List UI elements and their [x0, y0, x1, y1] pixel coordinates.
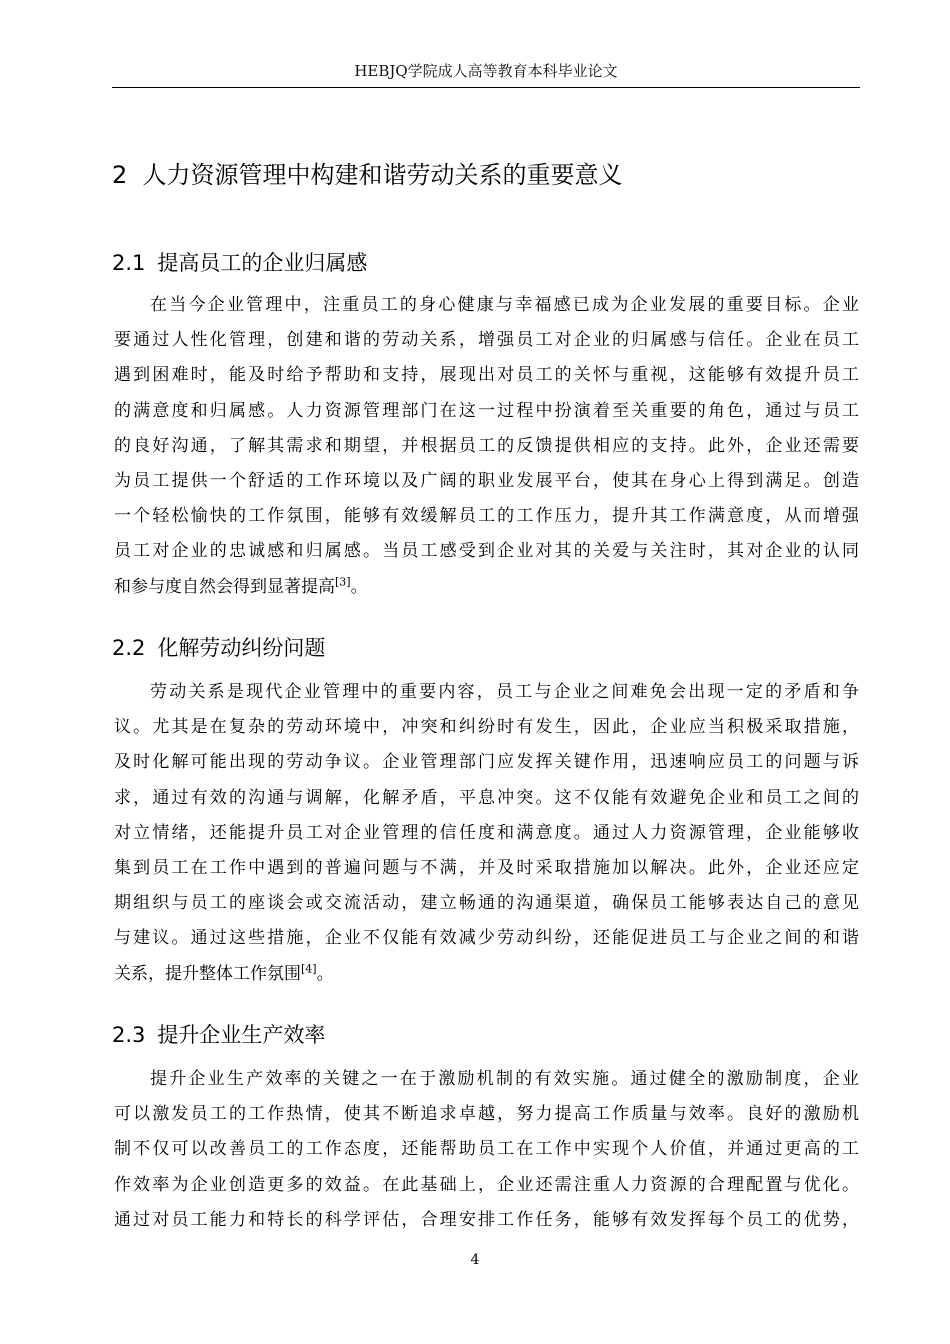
- section-number: 2.2: [112, 636, 146, 660]
- paragraph-2-2: [114, 675, 859, 992]
- text-line: 遇到困难时，能及时给予帮助和支持，展现出对员工的关怀与重视，这能够有效提升员工: [114, 365, 859, 386]
- chapter-number: 2: [112, 161, 128, 189]
- text-line: 的良好沟通，了解其需求和期望，并根据员工的反馈提供相应的支持。此外，企业还需要: [114, 435, 859, 456]
- text-line: 制不仅可以改善员工的工作态度，还能帮助员工在工作中实现个人价值，并通过更高的工: [114, 1139, 859, 1160]
- text-line-content: 和参与度自然会得到显著提高: [114, 576, 335, 597]
- text-line: 一个轻松愉快的工作氛围，能够有效缓解员工的工作压力，提升其工作满意度，从而增强: [114, 506, 859, 527]
- paragraph-2-1: [114, 288, 859, 605]
- text-line: 与建议。通过这些措施，企业不仅能有效减少劳动纠纷，还能促进员工与企业之间的和谐: [114, 928, 859, 949]
- citation: [4]: [301, 961, 317, 975]
- text-line: 议。尤其是在复杂的劳动环境中，冲突和纠纷时有发生，因此，企业应当积极采取措施，: [114, 717, 859, 738]
- text-line: 集到员工在工作中遇到的普遍问题与不满，并及时采取措施加以解决。此外，企业还应定: [114, 857, 859, 878]
- chapter-title-text: 人力资源管理中构建和谐劳动关系的重要意义: [142, 161, 623, 189]
- text-line: [114, 957, 859, 992]
- page-number: 4: [470, 1252, 480, 1268]
- section-title-text: 化解劳动纠纷问题: [157, 636, 326, 660]
- section-title-2-3: [112, 1020, 325, 1050]
- text-line: [114, 570, 859, 605]
- text-line-content: 关系，提升整体工作氛围: [114, 963, 301, 984]
- text-line: 为员工提供一个舒适的工作环境以及广阔的职业发展平台，使其在身心上得到满足。创造: [114, 470, 859, 491]
- text-line: 对立情绪，还能提升员工对企业管理的信任度和满意度。通过人力资源管理，企业能够收: [114, 822, 859, 843]
- section-title-2-2: [112, 633, 325, 663]
- text-line: 作效率为企业创造更多的效益。在此基础上，企业还需注重人力资源的合理配置与优化。: [114, 1174, 859, 1195]
- text-line: 求，通过有效的沟通与调解，化解矛盾，平息冲突。这不仅能有效避免企业和员工之间的: [114, 787, 859, 808]
- chapter-title: [112, 157, 623, 193]
- section-title-text: 提高员工的企业归属感: [157, 251, 368, 275]
- line-end-punctuation: 。: [316, 963, 334, 984]
- text-line: 及时化解可能出现的劳动争议。企业管理部门应发挥关键作用，迅速响应员工的问题与诉: [114, 752, 859, 773]
- section-number: 2.1: [112, 251, 146, 275]
- text-line: 在当今企业管理中，注重员工的身心健康与幸福感已成为企业发展的重要目标。企业: [150, 295, 859, 315]
- page-header: HEBJQ学院成人高等教育本科毕业论文: [354, 62, 618, 80]
- section-title-2-1: [112, 248, 367, 278]
- paragraph-2-3: [114, 1062, 859, 1238]
- text-line: 提升企业生产效率的关键之一在于激励机制的有效实施。通过健全的激励制度，企业: [150, 1069, 859, 1089]
- citation: [3]: [335, 574, 351, 588]
- text-line: 可以激发员工的工作热情，使其不断追求卓越，努力提高工作质量与效率。良好的激励机: [114, 1104, 859, 1125]
- header-rule: [112, 87, 860, 88]
- text-line: 期组织与员工的座谈会或交流活动，建立畅通的沟通渠道，确保员工能够表达自己的意见: [114, 893, 859, 914]
- line-end-punctuation: 。: [350, 576, 368, 597]
- text-line: 要通过人性化管理，创建和谐的劳动关系，增强员工对企业的归属感与信任。企业在员工: [114, 330, 859, 351]
- text-line: 员工对企业的忠诚感和归属感。当员工感受到企业对其的关爱与关注时，其对企业的认同: [114, 541, 859, 562]
- text-line: 劳动关系是现代企业管理中的重要内容，员工与企业之间难免会出现一定的矛盾和争: [150, 682, 859, 702]
- text-line: 通过对员工能力和特长的科学评估，合理安排工作任务，能够有效发挥每个员工的优势，: [114, 1209, 859, 1230]
- text-line: 的满意度和归属感。人力资源管理部门在这一过程中扮演着至关重要的角色，通过与员工: [114, 400, 859, 421]
- section-number: 2.3: [112, 1023, 146, 1047]
- section-title-text: 提升企业生产效率: [157, 1023, 326, 1047]
